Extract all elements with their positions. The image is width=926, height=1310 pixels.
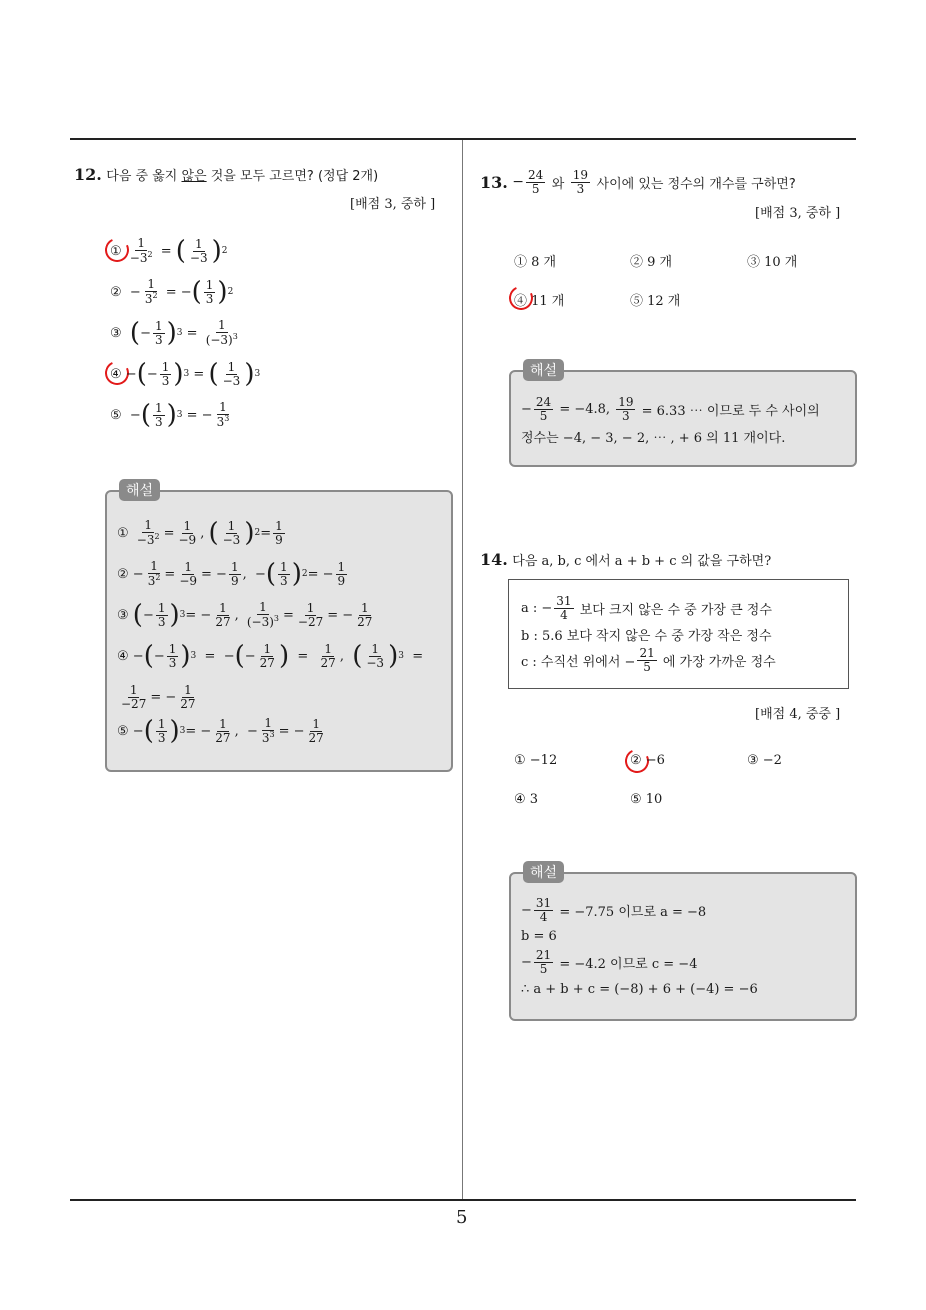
q13-text: 사이에 있는 정수의 개수를 구하면? (596, 176, 796, 192)
q13-choice-4[interactable]: ④ 11 개 (514, 294, 565, 309)
q14-choice-4[interactable]: ④ 3 (514, 792, 539, 807)
q14-cond-a-post: 보다 크지 않은 수 중 가장 큰 정수 (579, 602, 772, 618)
q14-expl-1: = −7.75 이므로 a = −8 (559, 904, 707, 920)
q14-explanation-tag: 해설 (523, 861, 564, 883)
q12-explanation-tag: 해설 (119, 479, 160, 501)
q12-expl-line-1: ① $\frac{1}{-3^2}$ = $\frac{1}{-9}$ , ( $\frac{1}{-3}$ ) 2 = $\frac{1}{9}$ (117, 518, 283, 548)
q13-frac1-den: 5 (531, 181, 540, 196)
q14-cond-c (521, 641, 776, 679)
q14-cond-a-den: 4 (560, 607, 568, 622)
q12-option-4[interactable]: ④ − ( − $\frac{1}{3}$ ) 3 = ( $\frac{1}{-3}$ ) 3 (110, 359, 261, 389)
q14-cond-c-post: 에 가장 가까운 정수 (662, 654, 776, 670)
bottom-rule (70, 1199, 856, 1201)
q14-number: 14. (480, 550, 508, 569)
q12-expl-line-4: ④ − ( − $\frac{1}{3}$ ) 3 = − ( − $\frac{1}{27}$ ) = $\frac{1}{27}$ , ( $\frac{1}{-3}$ ) 3 = (117, 641, 424, 671)
q13-choice-2[interactable]: ② 9 개 (630, 255, 673, 270)
q12-expl-line-2: ② − $\frac{1}{3^2}$ = $\frac{1}{-9}$ = − $\frac{1}{9}$ , − ( $\frac{1}{3}$ ) 2 = − $\frac{1}{9}$ (117, 559, 346, 589)
q12-option-5[interactable]: ⑤ − ( $\frac{1}{3}$ ) 3 = − $\frac{1}{3^3}$ (110, 400, 230, 430)
q14-score: [배점 4, 중중 ] (755, 707, 841, 722)
q12-header (74, 165, 378, 184)
q12-option-3-mark: ③ (110, 325, 122, 341)
q14-cond-a (521, 590, 772, 626)
column-divider (462, 140, 463, 1200)
q12-option-2[interactable]: ② − $\frac{1}{3^2}$ = − ( $\frac{1}{3}$ ) 2 (110, 277, 234, 307)
q14-cond-c-num: 21 (639, 645, 655, 660)
q13-expl-line-1: − $\frac{24}{5}$ = −4.8, $\frac{19}{3}$ = 6.33 ⋯ 이므로 두 수 사이의 (521, 394, 820, 423)
q14-cond-c-pre: c : 수직선 위에서 − (521, 654, 636, 670)
q14-cond-a-num: 31 (556, 593, 572, 608)
q13-header: 13. − $\frac{24}{5}$ 와 $\frac{19}{3}$ 사이에 있는 정수의 개수를 구하면? (480, 167, 796, 196)
q12-option-5-mark: ⑤ (110, 407, 122, 423)
q12-option-1[interactable]: ① $\frac{1}{-3^2}$ = ( $\frac{1}{-3}$ ) 2 (110, 236, 228, 266)
q13-expl-1a: = −4.8, (559, 401, 611, 417)
q14-expl-3: = −4.2 이므로 c = −4 (559, 956, 698, 972)
q14-expl-line-3: − $\frac{21}{5}$ = −4.2 이므로 c = −4 (521, 947, 698, 976)
q13-expl-1b: = 6.33 ⋯ 이므로 두 수 사이의 (641, 403, 820, 419)
q13-number: 13. (480, 172, 508, 192)
q13-frac2-den: 3 (576, 181, 585, 196)
q14-cond-b: b : 5.6 보다 작지 않은 수 중 가장 작은 정수 (521, 628, 772, 644)
q14-cond-c-den: 5 (643, 659, 651, 674)
q12-expl-line-4b: $\frac{1}{-27}$ = − $\frac{1}{27}$ (121, 682, 196, 711)
q12-text-post: 것을 모두 고르면? (정답 2개) (206, 169, 379, 184)
q12-text-underline: 않은 (181, 169, 207, 184)
q13-choice-1[interactable]: ① 8 개 (514, 255, 557, 270)
q12-option-4-mark: ④ (110, 366, 122, 382)
q14-expl-line-4: ∴ a + b + c = (−8) + 6 + (−4) = −6 (521, 981, 758, 997)
q13-frac2-num: 19 (572, 167, 589, 182)
q14-text: 다음 a, b, c 에서 a + b + c 의 값을 구하면? (512, 554, 772, 569)
q12-option-2-mark: ② (110, 284, 122, 300)
q14-choice-2[interactable]: ② −6 (630, 753, 665, 768)
q13-choice-3[interactable]: ③ 10 개 (747, 255, 798, 270)
q13-frac1-num: 24 (528, 167, 544, 182)
q12-text-pre: 다음 중 옳지 (106, 169, 182, 184)
q13-expl-line-2: 정수는 −4, − 3, − 2, ⋯ , + 6 의 11 개이다. (521, 430, 786, 446)
q13-score: [배점 3, 중하 ] (755, 206, 841, 221)
q12-expl-line-3: ③ ( − $\frac{1}{3}$ ) 3 = − $\frac{1}{27}$ , $\frac{1}{(-3)^3}$ = $\frac{1}{-27}$ = − $\frac{1}{27}$ (117, 600, 373, 630)
q12-number: 12. (74, 165, 102, 184)
q12-score: [배점 3, 중하 ] (350, 197, 436, 212)
q12-option-1-mark: ① (110, 243, 122, 259)
q13-choice-5[interactable]: ⑤ 12 개 (630, 294, 681, 309)
q13-mid: 와 (551, 176, 565, 192)
q13-explanation-tag: 해설 (523, 359, 564, 381)
q14-header (480, 550, 771, 569)
q14-choice-5[interactable]: ⑤ 10 (630, 792, 663, 807)
q14-choice-1[interactable]: ① −12 (514, 753, 558, 768)
q14-choice-3[interactable]: ③ −2 (747, 753, 782, 768)
q12-expl-line-5: ⑤ − ( $\frac{1}{3}$ ) 3 = − $\frac{1}{27}$ , − $\frac{1}{3^3}$ = − $\frac{1}{27}$ (117, 716, 324, 746)
q14-expl-line-2: b = 6 (521, 928, 557, 944)
page-number: 5 (456, 1207, 468, 1228)
q14-expl-line-1: − $\frac{31}{4}$ = −7.75 이므로 a = −8 (521, 895, 707, 924)
top-rule (70, 138, 856, 140)
q14-cond-a-pre: a : − (521, 600, 553, 616)
q12-option-3[interactable]: ③ ( − $\frac{1}{3}$ ) 3 = $\frac{1}{(-3)^3}$ (110, 318, 238, 348)
